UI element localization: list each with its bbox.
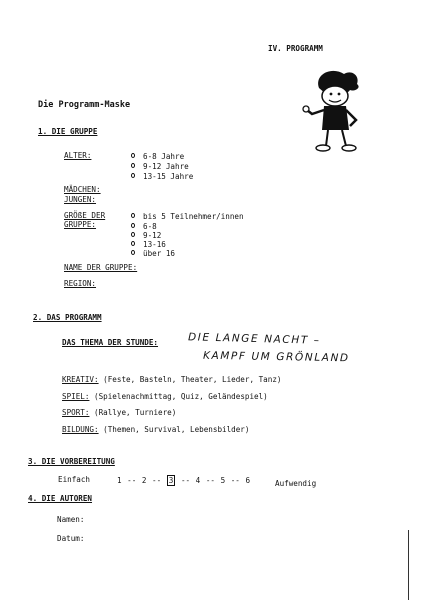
namen-label: Namen: bbox=[57, 515, 85, 524]
scale-value-6[interactable]: 6 bbox=[245, 476, 251, 485]
thema-handwritten-line2: KAMPF UM GRÖNLAND bbox=[202, 349, 350, 365]
maedchen-label: MÄDCHEN: bbox=[64, 185, 101, 194]
groesse-option-9-12-label: 9-12 bbox=[143, 231, 162, 240]
groesse-option-6-8-checkbox[interactable] bbox=[131, 223, 135, 228]
category-kreativ bbox=[62, 375, 281, 384]
alter-option-9-12-label: 9-12 Jahre bbox=[143, 162, 189, 171]
groesse-label-line2: GRUPPE: bbox=[64, 220, 97, 229]
gruppen-name-label: NAME DER GRUPPE: bbox=[64, 263, 138, 272]
section-heading-gruppe: 1. DIE GRUPPE bbox=[38, 127, 98, 136]
category-bildung-text: (Themen, Survival, Lebensbilder) bbox=[103, 425, 250, 434]
groesse-option-13-16-label: 13-16 bbox=[143, 240, 166, 249]
page-title: Die Programm-Maske bbox=[38, 100, 131, 110]
groesse-label-line1: GRÖßE DER bbox=[64, 211, 106, 220]
alter-option-6-8-checkbox[interactable] bbox=[131, 153, 135, 158]
category-spiel-text: (Spielenachmittag, Quiz, Geländespiel) bbox=[94, 392, 268, 401]
category-bildung-label: BILDUNG: bbox=[62, 425, 99, 434]
alter-option-6-8-label: 6-8 Jahre bbox=[143, 152, 185, 161]
difficulty-left-label: Einfach bbox=[58, 475, 91, 484]
jungen-label: JUNGEN: bbox=[64, 195, 97, 204]
scale-separator: -- bbox=[180, 476, 191, 485]
scale-value-4[interactable]: 4 bbox=[195, 476, 201, 485]
scan-edge-line bbox=[408, 530, 409, 600]
section-heading-autoren: 4. DIE AUTOREN bbox=[28, 494, 93, 503]
scale-separator: -- bbox=[230, 476, 240, 485]
difficulty-scale bbox=[117, 476, 250, 485]
alter-option-9-12-checkbox[interactable] bbox=[131, 163, 135, 168]
program-number: IV. PROGRAMM bbox=[268, 44, 323, 53]
category-sport bbox=[62, 408, 176, 417]
thema-label: DAS THEMA DER STUNDE: bbox=[62, 338, 159, 347]
groesse-option-9-12-checkbox[interactable] bbox=[131, 232, 135, 237]
groesse-option-bis5-label: bis 5 Teilnehmer/innen bbox=[143, 212, 244, 221]
scale-value-3-selected[interactable]: 3 bbox=[168, 476, 174, 485]
datum-label: Datum: bbox=[57, 534, 85, 543]
groesse-option-ueber16-checkbox[interactable] bbox=[131, 250, 135, 255]
category-sport-label: SPORT: bbox=[62, 408, 90, 417]
alter-option-13-15-checkbox[interactable] bbox=[131, 173, 135, 178]
scale-value-1[interactable]: 1 bbox=[117, 476, 122, 485]
category-kreativ-text: (Feste, Basteln, Theater, Lieder, Tanz) bbox=[103, 375, 282, 384]
category-spiel-label: SPIEL: bbox=[62, 392, 90, 401]
groesse-option-bis5-checkbox[interactable] bbox=[131, 213, 135, 218]
groesse-option-13-16-checkbox[interactable] bbox=[131, 241, 135, 246]
section-heading-vorbereitung: 3. DIE VORBEREITUNG bbox=[28, 457, 115, 466]
region-label: REGION: bbox=[64, 279, 97, 288]
category-spiel bbox=[62, 392, 268, 401]
category-sport-text: (Rallye, Turniere) bbox=[94, 408, 177, 417]
scale-separator: -- bbox=[127, 476, 137, 485]
groesse-option-ueber16-label: über 16 bbox=[143, 249, 176, 258]
alter-label: ALTER: bbox=[64, 151, 92, 160]
difficulty-right-label: Aufwendig bbox=[275, 479, 317, 488]
scale-value-2[interactable]: 2 bbox=[141, 476, 147, 485]
scale-separator: -- bbox=[152, 476, 162, 485]
thema-handwritten-line1: DIE LANGE NACHT – bbox=[187, 331, 321, 347]
section-heading-programm: 2. DAS PROGRAMM bbox=[33, 313, 102, 322]
cartoon-boy-illustration bbox=[302, 66, 366, 160]
alter-option-13-15-label: 13-15 Jahre bbox=[143, 172, 194, 181]
category-bildung bbox=[62, 425, 249, 434]
category-kreativ-label: KREATIV: bbox=[62, 375, 99, 384]
scale-separator: -- bbox=[205, 476, 215, 485]
scale-value-5[interactable]: 5 bbox=[220, 476, 226, 485]
groesse-option-6-8-label: 6-8 bbox=[143, 222, 157, 231]
